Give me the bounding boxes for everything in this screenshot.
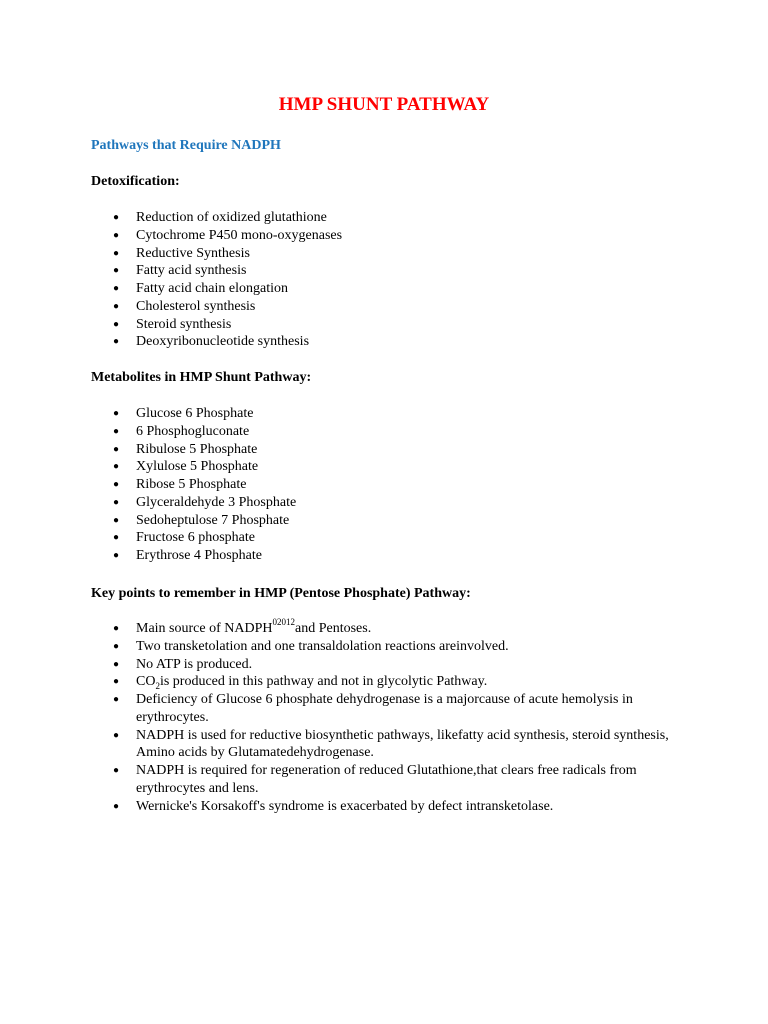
list-item <box>91 333 691 351</box>
list-item-text: Xylulose 5 Phosphate <box>136 459 259 475</box>
list-item <box>91 441 691 459</box>
list-item-text: and Pentoses. <box>294 621 372 636</box>
metabolites-list <box>91 405 691 565</box>
list-item <box>91 245 691 263</box>
bullet-icon: ● <box>113 496 120 508</box>
list-item <box>91 617 691 638</box>
key-points-list <box>91 617 691 815</box>
list-item <box>91 316 691 334</box>
bullet-icon: ● <box>113 461 120 473</box>
list-item-text: is produced in this pathway and not in glycolytic Pathway. <box>159 674 488 690</box>
list-item-text: Glucose 6 Phosphate <box>136 406 254 421</box>
bullet-icon: ● <box>113 229 120 241</box>
list-item-text: NADPH is used for reductive biosynthetic pathways, likefatty acid synthesis, steroid synthesis, Amino acids by Glutamatedehydrogenase. <box>136 727 669 761</box>
list-item-text: Main source of NADPH <box>136 621 273 636</box>
list-item-text: No ATP is produced. <box>136 656 253 672</box>
list-item <box>91 638 691 656</box>
bullet-icon: ● <box>113 800 120 812</box>
key-points-heading: Key points to remember in HMP (Pentose Phosphate) Pathway: <box>91 586 471 601</box>
list-item <box>91 673 691 691</box>
list-item <box>91 298 691 316</box>
list-item <box>91 458 691 476</box>
bullet-icon: ● <box>113 283 120 294</box>
bullet-icon: ● <box>113 425 120 437</box>
list-item <box>91 423 691 441</box>
detoxification-list <box>91 209 691 351</box>
list-item-text: CO <box>136 674 156 690</box>
bullet-icon: ● <box>113 550 120 561</box>
bullet-icon: ● <box>113 408 120 419</box>
bullet-icon: ● <box>113 336 120 348</box>
bullet-icon: ● <box>113 265 120 277</box>
bullet-icon: ● <box>113 318 120 330</box>
list-item-text: Glyceraldehyde 3 Phosphate <box>136 494 297 510</box>
list-item-text: Cholesterol synthesis <box>136 298 256 314</box>
list-item <box>91 209 691 227</box>
list-item-text: Erythrose 4 Phosphate <box>136 548 262 563</box>
bullet-icon: ● <box>113 729 120 741</box>
list-item <box>91 529 691 547</box>
list-item <box>91 727 691 763</box>
list-item <box>91 512 691 530</box>
list-item-text: Two transketolation and one transaldolation reactions areinvolved. <box>136 638 509 654</box>
list-item-text: Ribulose 5 Phosphate <box>136 441 258 457</box>
list-item <box>91 280 691 298</box>
list-item-text: Sedoheptulose 7 Phosphate <box>136 512 290 528</box>
list-item-text: Deoxyribonucleotide synthesis <box>136 334 310 350</box>
bullet-icon: ● <box>113 640 120 652</box>
list-item <box>91 476 691 494</box>
list-item-text: Reductive Synthesis <box>136 245 250 261</box>
list-item <box>91 656 691 674</box>
bullet-icon: ● <box>113 658 120 670</box>
list-item-text: Deficiency of Glucose 6 phosphate dehydrogenase is a majorcause of acute hemolysis in erythrocytes. <box>136 692 633 725</box>
list-item <box>91 762 691 798</box>
list-item <box>91 798 691 816</box>
list-item <box>91 691 691 727</box>
bullet-icon: ● <box>113 694 120 705</box>
detoxification-heading: Detoxification: <box>91 174 180 189</box>
metabolites-heading: Metabolites in HMP Shunt Pathway: <box>91 370 312 385</box>
bullet-icon: ● <box>113 247 120 259</box>
bullet-icon: ● <box>113 479 120 490</box>
list-item-text: Reduction of oxidized glutathione <box>136 210 327 225</box>
list-item <box>91 262 691 280</box>
page-title: HMP SHUNT PATHWAY <box>278 94 490 115</box>
list-item-text: Fatty acid synthesis <box>136 263 247 279</box>
list-item-text: NADPH is required for regeneration of reduced Glutathione,that clears free radicals from erythrocytes and lens. <box>136 763 637 796</box>
list-item-text: Steroid synthesis <box>136 316 232 332</box>
list-item-text: Cytochrome P450 mono-oxygenases <box>136 227 343 243</box>
section-subheading: Pathways that Require NADPH <box>91 138 281 153</box>
bullet-icon: ● <box>113 532 120 544</box>
list-item-text: Wernicke's Korsakoff's syndrome is exacerbated by defect intransketolase. <box>136 798 554 814</box>
list-item <box>91 494 691 512</box>
subscript-text: 2 <box>155 681 160 692</box>
bullet-icon: ● <box>113 623 120 634</box>
list-item <box>91 227 691 245</box>
bullet-icon: ● <box>113 443 120 455</box>
list-item-text: Fructose 6 phosphate <box>136 530 255 546</box>
bullet-icon: ● <box>113 765 120 776</box>
bullet-icon: ● <box>113 300 120 312</box>
list-item <box>91 405 691 423</box>
bullet-icon: ● <box>113 212 120 223</box>
list-item-text: 6 Phosphogluconate <box>136 423 250 439</box>
superscript-text: 02012 <box>272 617 295 628</box>
list-item <box>91 547 691 565</box>
bullet-icon: ● <box>113 676 120 688</box>
list-item-text: Ribose 5 Phosphate <box>136 477 247 492</box>
list-item-text: Fatty acid chain elongation <box>136 281 289 296</box>
bullet-icon: ● <box>113 514 120 526</box>
